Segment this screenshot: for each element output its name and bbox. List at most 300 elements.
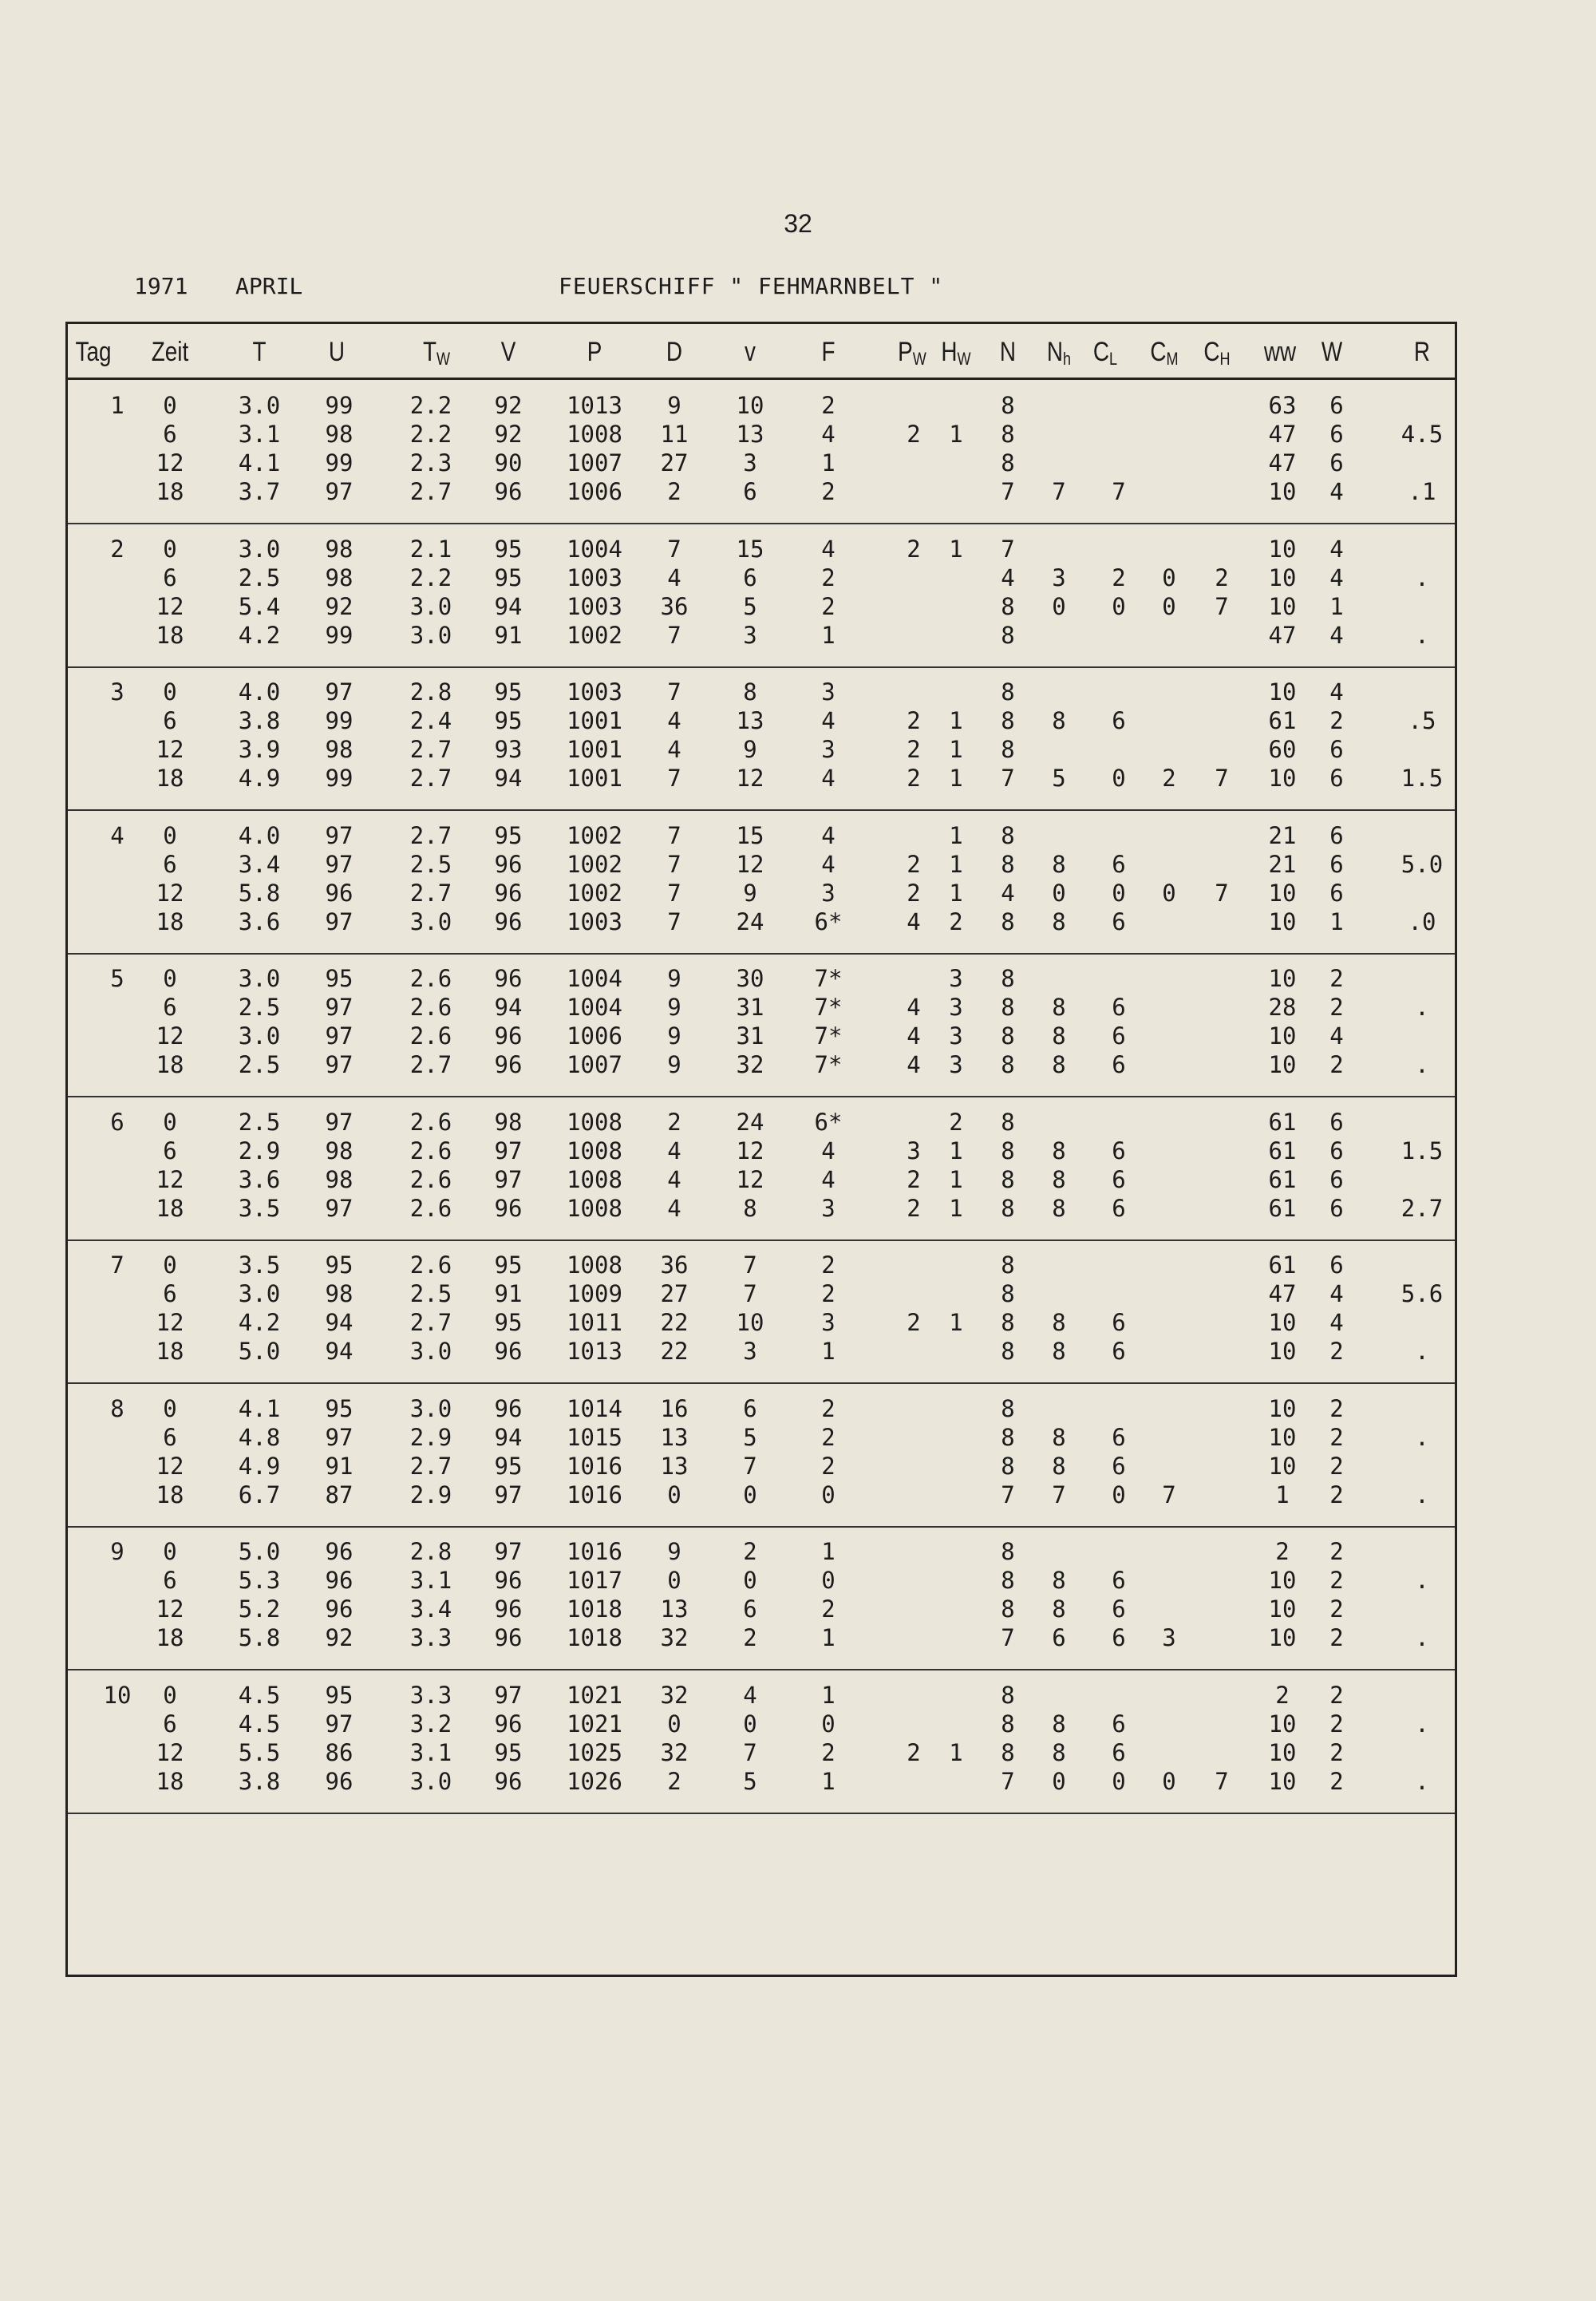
cell-u: 98	[325, 535, 354, 563]
cell-f: 1	[821, 1624, 836, 1651]
cell-f: 0	[821, 1481, 836, 1508]
cell-n: 4	[1001, 879, 1015, 907]
cell-n: 8	[1001, 1194, 1015, 1222]
cell-t: 5.4	[238, 592, 281, 620]
cell-tw: 2.6	[409, 1165, 452, 1193]
cell-t: 3.6	[238, 907, 281, 935]
cell-f: 4	[821, 1165, 836, 1193]
cell-pw: 2	[907, 421, 921, 448]
cell-d: 4	[667, 1137, 681, 1164]
cell-zeit: 0	[163, 1681, 177, 1709]
cell-p: 1016	[567, 1481, 622, 1508]
cell-p: 1018	[567, 1624, 622, 1651]
cell-zeit: 18	[156, 1338, 184, 1365]
cell-f: 2	[821, 1280, 836, 1307]
cell-cl: 6	[1112, 907, 1126, 935]
cell-u: 86	[325, 1738, 354, 1766]
cell-tw: 2.4	[409, 707, 452, 734]
day-number: 8	[110, 1394, 124, 1422]
cell-f: 1	[821, 1338, 836, 1365]
column-header-u	[304, 337, 369, 368]
cell-n: 8	[1001, 736, 1015, 763]
cell-n: 8	[1001, 621, 1015, 649]
cell-hw: 1	[949, 707, 963, 734]
table-row	[68, 1452, 1455, 1481]
cell-v: 24	[736, 907, 764, 935]
cell-r: 5.0	[1400, 850, 1444, 878]
cell-u: 99	[325, 449, 354, 476]
table-row	[68, 1022, 1455, 1050]
cell-p: 1016	[567, 1452, 622, 1480]
day-number: 4	[110, 821, 124, 849]
cell-vis: 94	[494, 1423, 523, 1451]
cell-v: 0	[743, 1710, 757, 1738]
cell-t: 5.5	[238, 1738, 281, 1766]
cell-hw: 1	[949, 1137, 963, 1164]
column-header-label: F	[821, 337, 836, 367]
cell-tw: 2.7	[409, 736, 452, 763]
day-block	[68, 1526, 1455, 1670]
cell-tw: 2.1	[409, 535, 452, 563]
cell-nh: 0	[1052, 879, 1066, 907]
table-row	[68, 1423, 1455, 1452]
cell-r: .	[1415, 1767, 1429, 1795]
cell-p: 1007	[567, 1051, 622, 1078]
cell-zeit: 6	[163, 421, 177, 448]
cell-p: 1008	[567, 1165, 622, 1193]
cell-u: 95	[325, 965, 354, 992]
cell-v: 13	[736, 421, 764, 448]
cell-hw: 1	[949, 879, 963, 907]
cell-vis: 96	[494, 1624, 523, 1651]
cell-vis: 95	[494, 1452, 523, 1480]
cell-ww: 10	[1268, 1338, 1297, 1365]
cell-zeit: 6	[163, 1423, 177, 1451]
cell-cl: 0	[1112, 879, 1126, 907]
table-row	[68, 1137, 1455, 1165]
cell-pw: 4	[907, 907, 921, 935]
column-header-subscript: h	[1063, 349, 1072, 369]
cell-hw: 1	[949, 1194, 963, 1222]
cell-u: 97	[325, 821, 354, 849]
cell-tw: 2.7	[409, 879, 452, 907]
cell-r: .	[1415, 1624, 1429, 1651]
cell-tw: 3.1	[409, 1738, 452, 1766]
cell-v: 9	[743, 879, 757, 907]
cell-r: 4.5	[1400, 421, 1444, 448]
cell-zeit: 18	[156, 765, 184, 792]
cell-zeit: 0	[163, 678, 177, 706]
cell-t: 4.0	[238, 821, 281, 849]
cell-nh: 8	[1052, 707, 1066, 734]
cell-ww: 47	[1268, 421, 1297, 448]
column-header-label: V	[500, 337, 516, 367]
cell-d: 9	[667, 965, 681, 992]
cell-w: 4	[1329, 1280, 1344, 1307]
cell-tw: 2.8	[409, 678, 452, 706]
cell-ww: 10	[1268, 1309, 1297, 1336]
cell-d: 36	[660, 592, 689, 620]
cell-ww: 10	[1268, 1767, 1297, 1795]
cell-p: 1003	[567, 678, 622, 706]
cell-nh: 3	[1052, 563, 1066, 591]
cell-n: 8	[1001, 1022, 1015, 1050]
cell-u: 98	[325, 1280, 354, 1307]
cell-v: 24	[736, 1108, 764, 1136]
cell-r: .0	[1408, 907, 1436, 935]
cell-d: 7	[667, 765, 681, 792]
cell-tw: 2.5	[409, 850, 452, 878]
cell-pw: 2	[907, 1738, 921, 1766]
cell-vis: 93	[494, 736, 523, 763]
cell-f: 7*	[814, 994, 843, 1021]
cell-f: 4	[821, 821, 836, 849]
table-row	[68, 1279, 1455, 1308]
cell-vis: 95	[494, 678, 523, 706]
cell-zeit: 12	[156, 736, 184, 763]
cell-f: 1	[821, 1767, 836, 1795]
cell-t: 2.9	[238, 1137, 281, 1164]
cell-ww: 10	[1268, 535, 1297, 563]
cell-f: 6*	[814, 907, 843, 935]
column-header-subscript: L	[1109, 349, 1118, 369]
cell-p: 1021	[567, 1681, 622, 1709]
cell-d: 32	[660, 1624, 689, 1651]
cell-t: 3.0	[238, 1022, 281, 1050]
cell-t: 5.0	[238, 1338, 281, 1365]
cell-p: 1018	[567, 1595, 622, 1623]
cell-ww: 61	[1268, 707, 1297, 734]
cell-p: 1008	[567, 1108, 622, 1136]
cell-t: 6.7	[238, 1481, 281, 1508]
cell-vis: 96	[494, 879, 523, 907]
cell-w: 4	[1329, 535, 1344, 563]
cell-vis: 92	[494, 392, 523, 419]
cell-r: .5	[1408, 707, 1436, 734]
table-row	[68, 993, 1455, 1022]
column-header-label: P	[898, 337, 913, 367]
cell-hw: 1	[949, 1165, 963, 1193]
cell-pw: 2	[907, 765, 921, 792]
cell-w: 6	[1329, 421, 1344, 448]
cell-f: 2	[821, 1595, 836, 1623]
cell-u: 96	[325, 1538, 354, 1565]
cell-w: 6	[1329, 821, 1344, 849]
cell-d: 36	[660, 1251, 689, 1279]
cell-w: 6	[1329, 1108, 1344, 1136]
cell-f: 0	[821, 1710, 836, 1738]
cell-nh: 7	[1052, 478, 1066, 505]
day-block	[68, 524, 1455, 668]
cell-ww: 63	[1268, 392, 1297, 419]
cell-t: 2.5	[238, 563, 281, 591]
cell-v: 0	[743, 1481, 757, 1508]
cell-p: 1011	[567, 1309, 622, 1336]
cell-f: 2	[821, 563, 836, 591]
cell-w: 4	[1329, 621, 1344, 649]
cell-tw: 2.8	[409, 1538, 452, 1565]
cell-r: .	[1415, 1567, 1429, 1594]
cell-zeit: 0	[163, 1108, 177, 1136]
cell-v: 31	[736, 1022, 764, 1050]
table-row	[68, 1481, 1455, 1509]
cell-p: 1001	[567, 765, 622, 792]
cell-n: 7	[1001, 1767, 1015, 1795]
cell-w: 2	[1329, 1338, 1344, 1365]
cell-u: 95	[325, 1681, 354, 1709]
cell-vis: 95	[494, 1309, 523, 1336]
cell-t: 4.5	[238, 1681, 281, 1709]
cell-tw: 2.2	[409, 392, 452, 419]
column-header-subscript: W	[437, 349, 451, 369]
cell-d: 27	[660, 449, 689, 476]
cell-d: 9	[667, 392, 681, 419]
cell-ww: 10	[1268, 1710, 1297, 1738]
cell-zeit: 6	[163, 994, 177, 1021]
cell-vis: 96	[494, 1767, 523, 1795]
table-row	[68, 907, 1455, 936]
cell-n: 8	[1001, 1567, 1015, 1594]
cell-u: 97	[325, 1022, 354, 1050]
cell-zeit: 12	[156, 1738, 184, 1766]
cell-d: 7	[667, 821, 681, 849]
cell-t: 3.8	[238, 1767, 281, 1795]
cell-t: 4.2	[238, 1309, 281, 1336]
cell-t: 5.8	[238, 879, 281, 907]
table-row	[68, 1681, 1455, 1710]
cell-cl: 0	[1112, 1767, 1126, 1795]
column-header-label: U	[328, 337, 346, 367]
cell-f: 7*	[814, 1022, 843, 1050]
cell-cl: 6	[1112, 1567, 1126, 1594]
cell-d: 4	[667, 563, 681, 591]
day-block	[68, 380, 1455, 524]
cell-pw: 2	[907, 850, 921, 878]
cell-v: 30	[736, 965, 764, 992]
cell-d: 0	[667, 1567, 681, 1594]
cell-u: 97	[325, 1710, 354, 1738]
cell-vis: 97	[494, 1481, 523, 1508]
cell-ww: 2	[1275, 1538, 1290, 1565]
cell-f: 4	[821, 421, 836, 448]
cell-ww: 10	[1268, 1624, 1297, 1651]
cell-ww: 28	[1268, 994, 1297, 1021]
cell-pw: 2	[907, 535, 921, 563]
table-row	[68, 420, 1455, 449]
cell-u: 98	[325, 736, 354, 763]
table-row	[68, 964, 1455, 993]
cell-ww: 10	[1268, 563, 1297, 591]
cell-t: 3.5	[238, 1194, 281, 1222]
cell-p: 1001	[567, 707, 622, 734]
cell-ww: 61	[1268, 1194, 1297, 1222]
cell-zeit: 12	[156, 449, 184, 476]
cell-v: 12	[736, 1165, 764, 1193]
cell-w: 2	[1329, 707, 1344, 734]
cell-t: 2.5	[238, 1051, 281, 1078]
cell-f: 3	[821, 678, 836, 706]
cell-tw: 3.0	[409, 1338, 452, 1365]
cell-tw: 3.2	[409, 1710, 452, 1738]
cell-ch: 7	[1215, 765, 1229, 792]
cell-vis: 96	[494, 965, 523, 992]
cell-ww: 10	[1268, 1595, 1297, 1623]
cell-u: 99	[325, 707, 354, 734]
cell-nh: 8	[1052, 1710, 1066, 1738]
header-title: FEUERSCHIFF " FEHMARNBELT "	[559, 273, 944, 299]
cell-vis: 96	[494, 907, 523, 935]
column-header-subscript: M	[1166, 349, 1179, 369]
cell-nh: 8	[1052, 1194, 1066, 1222]
cell-tw: 2.7	[409, 478, 452, 505]
cell-p: 1009	[567, 1280, 622, 1307]
cell-t: 5.0	[238, 1538, 281, 1565]
cell-cl: 6	[1112, 1338, 1126, 1365]
cell-ww: 10	[1268, 678, 1297, 706]
column-header-label: N	[999, 337, 1017, 367]
cell-p: 1017	[567, 1567, 622, 1594]
cell-n: 8	[1001, 1394, 1015, 1422]
column-header-subscript: W	[957, 349, 971, 369]
cell-t: 2.5	[238, 994, 281, 1021]
cell-t: 4.1	[238, 1394, 281, 1422]
cell-r: .	[1415, 1481, 1429, 1508]
cell-n: 8	[1001, 1309, 1015, 1336]
cell-vis: 96	[494, 1394, 523, 1422]
cell-v: 8	[743, 1194, 757, 1222]
cell-nh: 6	[1052, 1624, 1066, 1651]
cell-d: 4	[667, 1165, 681, 1193]
cell-v: 12	[736, 1137, 764, 1164]
cell-hw: 2	[949, 907, 963, 935]
day-number: 10	[103, 1681, 132, 1709]
cell-w: 6	[1329, 1251, 1344, 1279]
cell-t: 5.8	[238, 1624, 281, 1651]
cell-zeit: 18	[156, 1624, 184, 1651]
cell-zeit: 6	[163, 850, 177, 878]
cell-vis: 96	[494, 1595, 523, 1623]
cell-hw: 3	[949, 965, 963, 992]
cell-ww: 10	[1268, 1022, 1297, 1050]
cell-d: 7	[667, 850, 681, 878]
day-block	[68, 953, 1455, 1097]
cell-v: 5	[743, 1423, 757, 1451]
cell-v: 5	[743, 592, 757, 620]
cell-ch: 2	[1215, 563, 1229, 591]
cell-cl: 6	[1112, 1452, 1126, 1480]
cell-w: 4	[1329, 563, 1344, 591]
cell-f: 7*	[814, 1051, 843, 1078]
cell-t: 3.6	[238, 1165, 281, 1193]
cell-pw: 2	[907, 1194, 921, 1222]
cell-vis: 91	[494, 621, 523, 649]
table-row	[68, 678, 1455, 706]
day-block	[68, 1097, 1455, 1241]
cell-n: 8	[1001, 678, 1015, 706]
cell-nh: 8	[1052, 1022, 1066, 1050]
cell-n: 8	[1001, 965, 1015, 992]
cell-n: 8	[1001, 1710, 1015, 1738]
cell-nh: 0	[1052, 1767, 1066, 1795]
cell-nh: 7	[1052, 1481, 1066, 1508]
cell-v: 10	[736, 392, 764, 419]
cell-v: 7	[743, 1738, 757, 1766]
cell-u: 97	[325, 1423, 354, 1451]
cell-ch: 7	[1215, 879, 1229, 907]
column-header-label: W	[1321, 337, 1343, 367]
cell-cl: 6	[1112, 707, 1126, 734]
cell-u: 97	[325, 850, 354, 878]
cell-f: 7*	[814, 965, 843, 992]
day-block	[68, 810, 1455, 955]
cell-w: 2	[1329, 1567, 1344, 1594]
cell-ch: 7	[1215, 592, 1229, 620]
cell-n: 8	[1001, 850, 1015, 878]
header-month: APRIL	[235, 273, 303, 299]
cell-cl: 6	[1112, 1710, 1126, 1738]
cell-n: 8	[1001, 994, 1015, 1021]
cell-f: 2	[821, 1738, 836, 1766]
cell-u: 98	[325, 563, 354, 591]
cell-tw: 2.7	[409, 1051, 452, 1078]
cell-ww: 61	[1268, 1108, 1297, 1136]
header-year: 1971	[134, 273, 188, 299]
cell-zeit: 6	[163, 563, 177, 591]
day-number: 1	[110, 392, 124, 419]
column-header-label: N	[1046, 337, 1064, 367]
cell-f: 3	[821, 736, 836, 763]
table-row	[68, 706, 1455, 735]
cell-p: 1002	[567, 879, 622, 907]
cell-ww: 10	[1268, 1051, 1297, 1078]
cell-f: 3	[821, 1194, 836, 1222]
cell-tw: 2.6	[409, 1022, 452, 1050]
cell-vis: 94	[494, 592, 523, 620]
table-row	[68, 879, 1455, 907]
column-header-label: C	[1150, 337, 1167, 367]
cell-p: 1003	[567, 907, 622, 935]
day-number: 3	[110, 678, 124, 706]
cell-n: 8	[1001, 1137, 1015, 1164]
cell-f: 6*	[814, 1108, 843, 1136]
cell-t: 4.2	[238, 621, 281, 649]
cell-tw: 2.7	[409, 1309, 452, 1336]
cell-n: 8	[1001, 1452, 1015, 1480]
cell-nh: 8	[1052, 1452, 1066, 1480]
cell-cl: 6	[1112, 1738, 1126, 1766]
cell-cm: 0	[1162, 563, 1176, 591]
cell-nh: 8	[1052, 1595, 1066, 1623]
cell-w: 4	[1329, 1022, 1344, 1050]
cell-f: 4	[821, 535, 836, 563]
cell-f: 3	[821, 879, 836, 907]
cell-zeit: 0	[163, 821, 177, 849]
cell-w: 2	[1329, 994, 1344, 1021]
cell-tw: 3.0	[409, 907, 452, 935]
cell-vis: 91	[494, 1280, 523, 1307]
cell-f: 2	[821, 1423, 836, 1451]
cell-zeit: 6	[163, 1567, 177, 1594]
cell-u: 99	[325, 621, 354, 649]
cell-n: 8	[1001, 1251, 1015, 1279]
cell-cm: 7	[1162, 1481, 1176, 1508]
cell-w: 2	[1329, 1767, 1344, 1795]
cell-r: 5.6	[1400, 1280, 1444, 1307]
cell-d: 13	[660, 1423, 689, 1451]
cell-ch: 7	[1215, 1767, 1229, 1795]
cell-hw: 3	[949, 994, 963, 1021]
cell-nh: 8	[1052, 1309, 1066, 1336]
